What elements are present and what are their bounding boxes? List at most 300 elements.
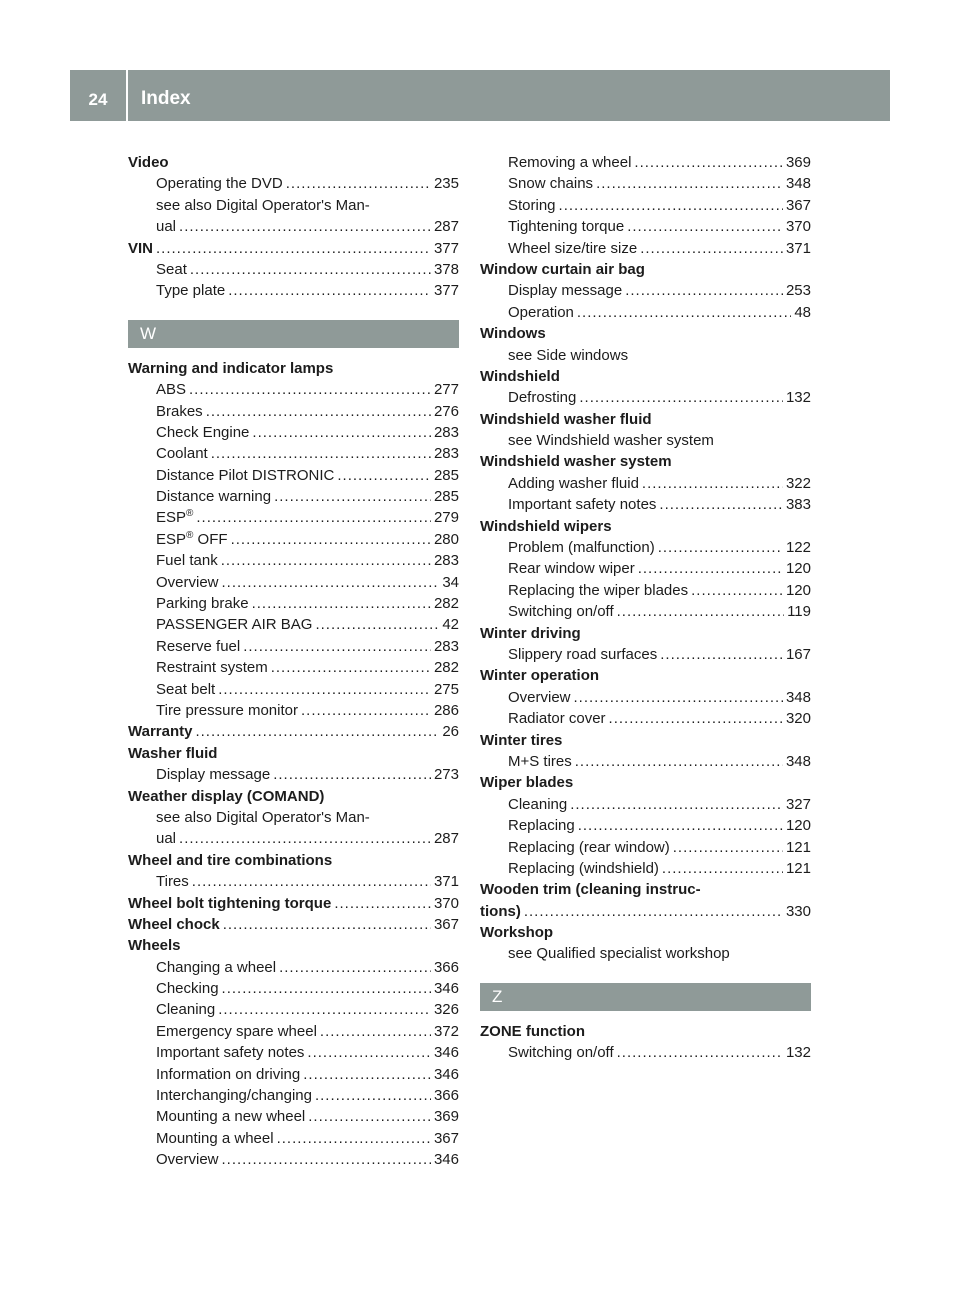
page-reference: 370 xyxy=(785,218,811,236)
index-subentry xyxy=(480,558,811,579)
index-subentry xyxy=(128,529,459,550)
index-heading: Windshield xyxy=(480,367,560,385)
entry-label: VIN xyxy=(128,239,154,257)
section-letter: Z xyxy=(480,983,811,1011)
page-reference: 253 xyxy=(785,282,811,300)
dot-leader xyxy=(274,486,431,507)
index-heading: Video xyxy=(128,154,169,171)
index-heading: Warning and indicator lamps xyxy=(128,359,334,377)
page-reference: 34 xyxy=(442,573,459,591)
entry-label: Check Engine xyxy=(156,423,250,441)
dot-leader xyxy=(222,572,440,593)
dot-leader xyxy=(617,601,784,622)
dot-leader xyxy=(195,721,439,742)
index-subentry: see also Digital Operator's Man- xyxy=(156,196,370,214)
entry-label: Wheel bolt tightening torque xyxy=(128,894,332,912)
index-subentry xyxy=(128,1149,459,1170)
entry-label: Seat xyxy=(156,260,187,278)
index-subentry xyxy=(480,644,811,665)
page-reference: 346 xyxy=(433,1151,459,1169)
entry-label: Overview xyxy=(156,1151,219,1169)
index-subentry xyxy=(480,173,811,194)
dot-leader xyxy=(179,828,431,849)
index-subentry xyxy=(480,387,811,408)
page-reference: 26 xyxy=(442,723,459,741)
page-number: 24 xyxy=(88,90,108,109)
page-reference: 367 xyxy=(433,915,459,933)
dot-leader xyxy=(524,901,783,922)
entry-label: Tire pressure monitor xyxy=(156,701,298,719)
dot-leader xyxy=(638,558,783,579)
entry-label: tions) xyxy=(480,902,521,920)
index-subentry xyxy=(480,216,811,237)
entry-label: Coolant xyxy=(156,445,208,463)
entry-text xyxy=(156,173,283,194)
page-reference: 371 xyxy=(785,239,811,257)
page-reference: 287 xyxy=(433,830,459,848)
page-reference: 367 xyxy=(433,1129,459,1147)
dot-leader xyxy=(691,580,783,601)
index-subentry xyxy=(128,422,459,443)
dot-leader xyxy=(609,708,783,729)
index-subentry xyxy=(128,978,459,999)
page-reference: 273 xyxy=(433,766,459,784)
entry-text xyxy=(508,280,622,301)
index-subentry xyxy=(480,473,811,494)
page-reference: 346 xyxy=(433,1044,459,1062)
dot-leader xyxy=(642,473,783,494)
entry-label: Wheel size/tire size xyxy=(508,239,638,257)
index-heading: Winter driving xyxy=(480,624,581,642)
entry-text xyxy=(508,195,556,216)
dot-leader xyxy=(662,858,783,879)
entry-label: Brakes xyxy=(156,402,203,420)
index-subentry xyxy=(128,1106,459,1127)
index-column-left xyxy=(128,152,459,1171)
dot-leader xyxy=(206,401,431,422)
page-title: Index xyxy=(141,88,191,109)
entry-text xyxy=(156,828,176,849)
index-subentry xyxy=(480,751,811,772)
dot-leader xyxy=(320,1021,431,1042)
index-subentry xyxy=(128,1042,459,1063)
index-subentry xyxy=(128,1085,459,1106)
dot-leader xyxy=(243,636,431,657)
entry-text xyxy=(156,1128,274,1149)
index-subentry: see Windshield washer system xyxy=(508,432,714,450)
dot-leader xyxy=(196,507,431,528)
entry-text xyxy=(508,601,614,622)
index-heading: Wheels xyxy=(128,937,181,955)
dot-leader xyxy=(301,700,431,721)
dot-leader xyxy=(617,1042,783,1063)
entry-text xyxy=(156,679,215,700)
index-subentry: see also Digital Operator's Man- xyxy=(156,808,370,826)
index-heading: Windshield wipers xyxy=(480,517,612,535)
dot-leader xyxy=(277,1128,431,1149)
index-subentry xyxy=(128,1128,459,1149)
index-heading: Wiper blades xyxy=(480,774,574,792)
index-column-right xyxy=(480,152,811,1064)
index-subentry xyxy=(480,1042,811,1063)
page-reference: 279 xyxy=(433,509,459,527)
page-reference: 121 xyxy=(785,838,811,856)
entry-label: Replacing xyxy=(508,817,575,835)
page-reference: 377 xyxy=(433,282,459,300)
entry-label: Replacing (rear window) xyxy=(508,838,670,856)
dot-leader xyxy=(575,751,783,772)
entry-text xyxy=(156,1085,312,1106)
entry-label: ESP xyxy=(156,509,187,527)
entry-text xyxy=(480,901,521,922)
entry-label: ABS xyxy=(156,381,187,399)
index-subentry xyxy=(128,259,459,280)
page-reference: 370 xyxy=(433,894,459,912)
dot-leader xyxy=(252,593,431,614)
index-heading xyxy=(128,893,459,914)
dot-leader xyxy=(179,216,431,237)
dot-leader xyxy=(570,794,783,815)
entry-text xyxy=(156,422,249,443)
entry-text xyxy=(156,1042,304,1063)
entry-text xyxy=(156,379,186,400)
index-heading: Wooden trim (cleaning instruc- xyxy=(480,881,701,899)
entry-label: Defrosting xyxy=(508,389,577,407)
index-subentry xyxy=(128,764,459,785)
entry-text xyxy=(508,387,576,408)
entry-text xyxy=(156,636,240,657)
index-subentry xyxy=(128,828,459,849)
dot-leader xyxy=(218,999,431,1020)
page-reference: 346 xyxy=(433,1065,459,1083)
page-reference: 285 xyxy=(433,466,459,484)
entry-text xyxy=(508,794,567,815)
entry-label: PASSENGER AIR BAG xyxy=(156,616,313,634)
page-reference: 282 xyxy=(433,659,459,677)
dot-leader xyxy=(221,550,431,571)
dot-leader xyxy=(596,173,783,194)
entry-text xyxy=(508,751,572,772)
dot-leader xyxy=(315,1085,431,1106)
entry-label: Seat belt xyxy=(156,680,216,698)
dot-leader xyxy=(218,679,431,700)
entry-text xyxy=(156,572,219,593)
entry-label: Cleaning xyxy=(156,1001,216,1019)
entry-label: Changing a wheel xyxy=(156,958,277,976)
entry-label: Display message xyxy=(156,766,271,784)
index-subentry xyxy=(128,572,459,593)
entry-text xyxy=(508,580,688,601)
index-heading: ZONE function xyxy=(480,1022,585,1040)
entry-label: Mounting a new wheel xyxy=(156,1108,306,1126)
page-reference: 48 xyxy=(794,303,811,321)
dot-leader xyxy=(334,893,431,914)
dot-leader xyxy=(337,465,431,486)
dot-leader xyxy=(228,280,431,301)
index-subentry xyxy=(128,999,459,1020)
index-heading: Windshield washer system xyxy=(480,453,672,471)
entry-text xyxy=(156,507,193,528)
entry-text xyxy=(156,593,249,614)
entry-text xyxy=(508,216,624,237)
dot-leader xyxy=(156,238,431,259)
entry-text xyxy=(508,558,635,579)
index-subentry xyxy=(128,507,459,528)
entry-text xyxy=(156,764,270,785)
page-reference: 286 xyxy=(433,701,459,719)
index-subentry xyxy=(128,486,459,507)
dot-leader xyxy=(640,238,783,259)
index-subentry: see Side windows xyxy=(508,346,629,364)
entry-text xyxy=(128,893,331,914)
index-heading xyxy=(480,901,811,922)
entry-text xyxy=(156,1149,219,1170)
entry-text xyxy=(128,721,192,742)
entry-label: Rear window wiper xyxy=(508,560,635,578)
index-subentry xyxy=(128,173,459,194)
index-subentry xyxy=(480,280,811,301)
entry-text xyxy=(156,1106,305,1127)
page-reference: 378 xyxy=(433,260,459,278)
index-subentry xyxy=(128,443,459,464)
section-letter: W xyxy=(128,320,459,348)
dot-leader xyxy=(308,1106,431,1127)
entry-text xyxy=(508,238,637,259)
entry-text xyxy=(156,486,271,507)
page-reference: 132 xyxy=(785,1044,811,1062)
page-reference: 369 xyxy=(785,154,811,171)
entry-label: Restraint system xyxy=(156,659,268,677)
index-heading: Weather display (COMAND) xyxy=(128,787,325,805)
entry-label: Overview xyxy=(156,573,219,591)
entry-label: Adding washer fluid xyxy=(508,474,639,492)
index-heading: Windshield washer fluid xyxy=(480,410,652,428)
page-reference: 280 xyxy=(433,530,459,548)
index-subentry xyxy=(480,195,811,216)
index-subentry xyxy=(480,537,811,558)
entry-text xyxy=(508,837,670,858)
entry-label: M+S tires xyxy=(508,752,572,770)
page-reference: 377 xyxy=(433,239,459,257)
entry-label: Snow chains xyxy=(508,175,594,193)
entry-text xyxy=(156,1064,300,1085)
dot-leader xyxy=(578,815,783,836)
page-reference: 119 xyxy=(787,603,811,621)
entry-label: Operating the DVD xyxy=(156,175,283,193)
entry-text xyxy=(508,473,639,494)
entry-text xyxy=(508,1042,614,1063)
entry-label: Warranty xyxy=(128,723,193,741)
dot-leader xyxy=(577,302,791,323)
page-reference: 121 xyxy=(785,859,811,877)
entry-text xyxy=(128,914,220,935)
page-reference: 330 xyxy=(785,902,811,920)
entry-label: Overview xyxy=(508,688,571,706)
entry-text xyxy=(508,537,655,558)
page-reference: 122 xyxy=(785,539,811,557)
entry-label: Wheel chock xyxy=(128,915,220,933)
dot-leader xyxy=(190,259,431,280)
page-header xyxy=(70,70,890,121)
index-heading: Wheel and tire combinations xyxy=(128,851,333,869)
entry-label: Mounting a wheel xyxy=(156,1129,274,1147)
entry-label: Slippery road surfaces xyxy=(508,645,658,663)
index-subentry xyxy=(128,1064,459,1085)
index-subentry xyxy=(128,957,459,978)
entry-text xyxy=(156,957,276,978)
index-subentry xyxy=(128,401,459,422)
page-reference: 283 xyxy=(433,423,459,441)
page-reference: 120 xyxy=(785,581,811,599)
dot-leader xyxy=(627,216,783,237)
entry-label: Removing a wheel xyxy=(508,154,632,171)
page-reference: 287 xyxy=(433,218,459,236)
entry-label: Switching on/off xyxy=(508,603,614,621)
entry-label: Important safety notes xyxy=(508,496,657,514)
entry-label: Cleaning xyxy=(508,795,568,813)
page-reference: 322 xyxy=(785,474,811,492)
page-reference: 366 xyxy=(433,1087,459,1105)
index-heading: Winter operation xyxy=(480,667,600,685)
entry-label: ual xyxy=(156,218,177,236)
dot-leader xyxy=(574,687,783,708)
entry-label: Replacing the wiper blades xyxy=(508,581,689,599)
dot-leader xyxy=(673,837,783,858)
page-reference: 320 xyxy=(785,710,811,728)
index-subentry xyxy=(480,580,811,601)
index-subentry xyxy=(480,238,811,259)
registered-mark: ® xyxy=(186,508,194,520)
index-subentry xyxy=(128,550,459,571)
index-subentry xyxy=(128,636,459,657)
entry-label: Operation xyxy=(508,303,574,321)
entry-text xyxy=(156,401,203,422)
page-reference: 282 xyxy=(433,595,459,613)
entry-text xyxy=(156,871,189,892)
dot-leader xyxy=(307,1042,431,1063)
index-subentry xyxy=(480,858,811,879)
index-heading xyxy=(128,238,459,259)
entry-label: Type plate xyxy=(156,282,226,300)
index-heading: Window curtain air bag xyxy=(480,260,645,278)
entry-text xyxy=(508,152,631,173)
page-reference: 348 xyxy=(785,688,811,706)
index-subentry xyxy=(480,794,811,815)
dot-leader xyxy=(222,978,431,999)
entry-label: Interchanging/changing xyxy=(156,1087,312,1105)
entry-label: Problem (malfunction) xyxy=(508,539,655,557)
entry-text xyxy=(128,238,153,259)
header-divider xyxy=(126,70,128,121)
entry-text xyxy=(156,999,215,1020)
index-subentry xyxy=(480,815,811,836)
entry-label: Information on driving xyxy=(156,1065,301,1083)
page-reference: 132 xyxy=(785,389,811,407)
dot-leader xyxy=(659,494,783,515)
index-subentry xyxy=(128,657,459,678)
index-subentry xyxy=(480,494,811,515)
index-subentry: see Qualified specialist workshop xyxy=(508,945,730,963)
entry-label: Tires xyxy=(156,873,189,891)
index-subentry xyxy=(480,687,811,708)
index-subentry xyxy=(128,614,459,635)
dot-leader xyxy=(579,387,783,408)
dot-leader xyxy=(222,1149,431,1170)
index-heading: Windows xyxy=(480,325,546,343)
entry-label-suffix: OFF xyxy=(193,530,228,548)
entry-label: Checking xyxy=(156,980,219,998)
entry-label: Radiator cover xyxy=(508,710,606,728)
entry-label: Parking brake xyxy=(156,595,249,613)
dot-leader xyxy=(559,195,783,216)
entry-text xyxy=(508,708,606,729)
page-reference: 327 xyxy=(785,795,811,813)
page-reference: 383 xyxy=(785,496,811,514)
entry-text xyxy=(156,978,219,999)
index-heading xyxy=(128,721,459,742)
entry-label: Reserve fuel xyxy=(156,637,241,655)
entry-text xyxy=(508,858,659,879)
entry-label: Tightening torque xyxy=(508,218,625,236)
entry-text xyxy=(156,657,268,678)
page-reference: 371 xyxy=(433,873,459,891)
registered-mark: ® xyxy=(186,529,194,541)
page-reference: 276 xyxy=(433,402,459,420)
index-subentry xyxy=(480,152,811,173)
page-reference: 326 xyxy=(433,1001,459,1019)
index-subentry xyxy=(128,871,459,892)
entry-text xyxy=(156,614,312,635)
page-reference: 348 xyxy=(785,175,811,193)
entry-label: Distance Pilot DISTRONIC xyxy=(156,466,335,484)
index-subentry xyxy=(480,837,811,858)
entry-label: Distance warning xyxy=(156,488,272,506)
page-reference: 372 xyxy=(433,1022,459,1040)
entry-text xyxy=(156,216,176,237)
index-subentry xyxy=(480,601,811,622)
entry-text xyxy=(156,443,208,464)
dot-leader xyxy=(273,764,431,785)
dot-leader xyxy=(223,914,431,935)
index-subentry xyxy=(128,593,459,614)
index-subentry xyxy=(480,302,811,323)
page-reference: 366 xyxy=(433,958,459,976)
entry-label: Display message xyxy=(508,282,623,300)
index-heading: Winter tires xyxy=(480,731,563,749)
dot-leader xyxy=(231,529,431,550)
entry-text xyxy=(156,280,225,301)
index-heading: Workshop xyxy=(480,924,554,942)
entry-text xyxy=(508,815,575,836)
entry-label: Storing xyxy=(508,196,556,214)
entry-text xyxy=(508,302,574,323)
page-reference: 120 xyxy=(785,817,811,835)
dot-leader xyxy=(192,871,431,892)
entry-text xyxy=(508,494,656,515)
page-reference: 275 xyxy=(433,680,459,698)
entry-label: Emergency spare wheel xyxy=(156,1022,317,1040)
entry-label: ESP xyxy=(156,530,187,548)
entry-text xyxy=(508,687,571,708)
dot-leader xyxy=(634,152,783,173)
index-subentry xyxy=(480,708,811,729)
entry-text xyxy=(508,173,593,194)
entry-label: Fuel tank xyxy=(156,552,218,570)
index-heading xyxy=(128,914,459,935)
page-reference: 120 xyxy=(785,560,811,578)
dot-leader xyxy=(660,644,783,665)
dot-leader xyxy=(271,657,431,678)
